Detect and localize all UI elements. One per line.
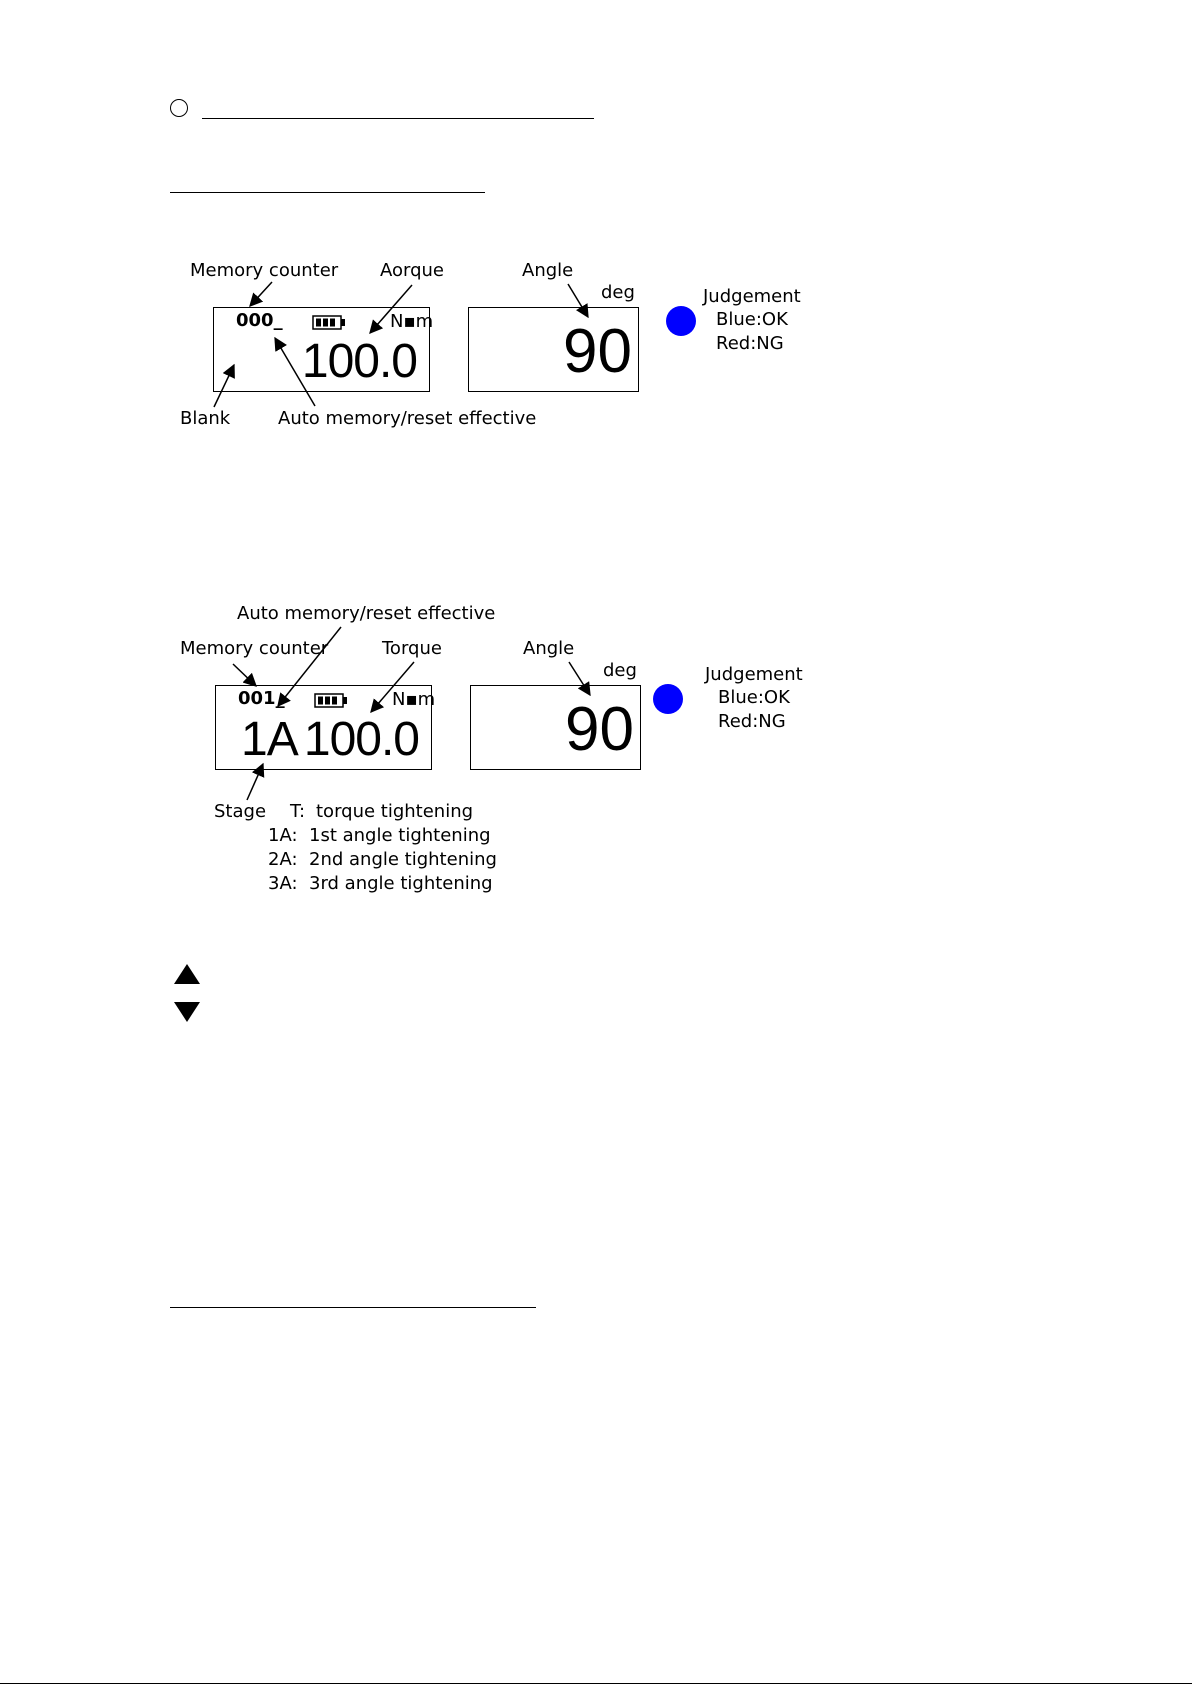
auto-memory-label-2: Auto memory/reset effective: [237, 603, 496, 624]
deg-label: deg: [601, 282, 635, 303]
torque-value: 100.0: [301, 335, 417, 388]
angle-label-2: Angle: [523, 638, 575, 659]
stage-label: Stage: [214, 801, 267, 822]
arrow-torque: [370, 285, 412, 333]
stage-code: 2A:: [268, 849, 298, 870]
stage-description: 3rd angle tightening: [309, 873, 493, 894]
deg-label-2: deg: [603, 660, 637, 681]
judgement-label: Judgement: [703, 286, 801, 307]
stage-code: 3A:: [268, 873, 298, 894]
torque-unit: N▪m: [390, 311, 434, 332]
stage-description: torque tightening: [316, 801, 474, 822]
red-ng-label: Red:NG: [716, 333, 784, 354]
judgement-label-2: Judgement: [705, 664, 803, 685]
blue-ok-label: Blue:OK: [716, 309, 788, 330]
angle-value-2: 90: [565, 695, 634, 764]
red-ng-label-2: Red:NG: [718, 711, 786, 732]
arrow-angle: [568, 284, 588, 317]
angle-value: 90: [563, 317, 632, 386]
torque-unit-2: N▪m: [392, 689, 436, 710]
memory-counter-value: 000_: [236, 310, 283, 331]
memory-counter-label-2: Memory counter: [180, 638, 329, 659]
arrow-blank: [214, 365, 234, 407]
arrow-torque-2: [371, 662, 414, 712]
stage-code: 1A:: [268, 825, 298, 846]
memory-counter-value-2: 001_: [238, 688, 285, 709]
arrow-auto-memory: [275, 338, 315, 406]
stage-description: 2nd angle tightening: [309, 849, 497, 870]
memory-counter-label: Memory counter: [190, 260, 339, 281]
stage-value: 1A: [241, 713, 298, 766]
auto-memory-label: Auto memory/reset effective: [278, 408, 537, 429]
arrow-memory-counter: [250, 282, 272, 306]
blank-label: Blank: [180, 408, 231, 429]
torque-value-2: 100.0: [303, 713, 419, 766]
stage-code: T:: [290, 801, 306, 822]
stage-description: 1st angle tightening: [309, 825, 491, 846]
blue-ok-label-2: Blue:OK: [718, 687, 790, 708]
arrow-stage: [247, 764, 263, 800]
torque-label-2: Torque: [382, 638, 442, 659]
arrow-angle-2: [569, 662, 590, 695]
arrow-auto-memory-2: [278, 627, 341, 706]
arrow-memory-counter-2: [233, 664, 256, 686]
angle-label: Angle: [522, 260, 574, 281]
torque-label: Aorque: [380, 260, 445, 281]
